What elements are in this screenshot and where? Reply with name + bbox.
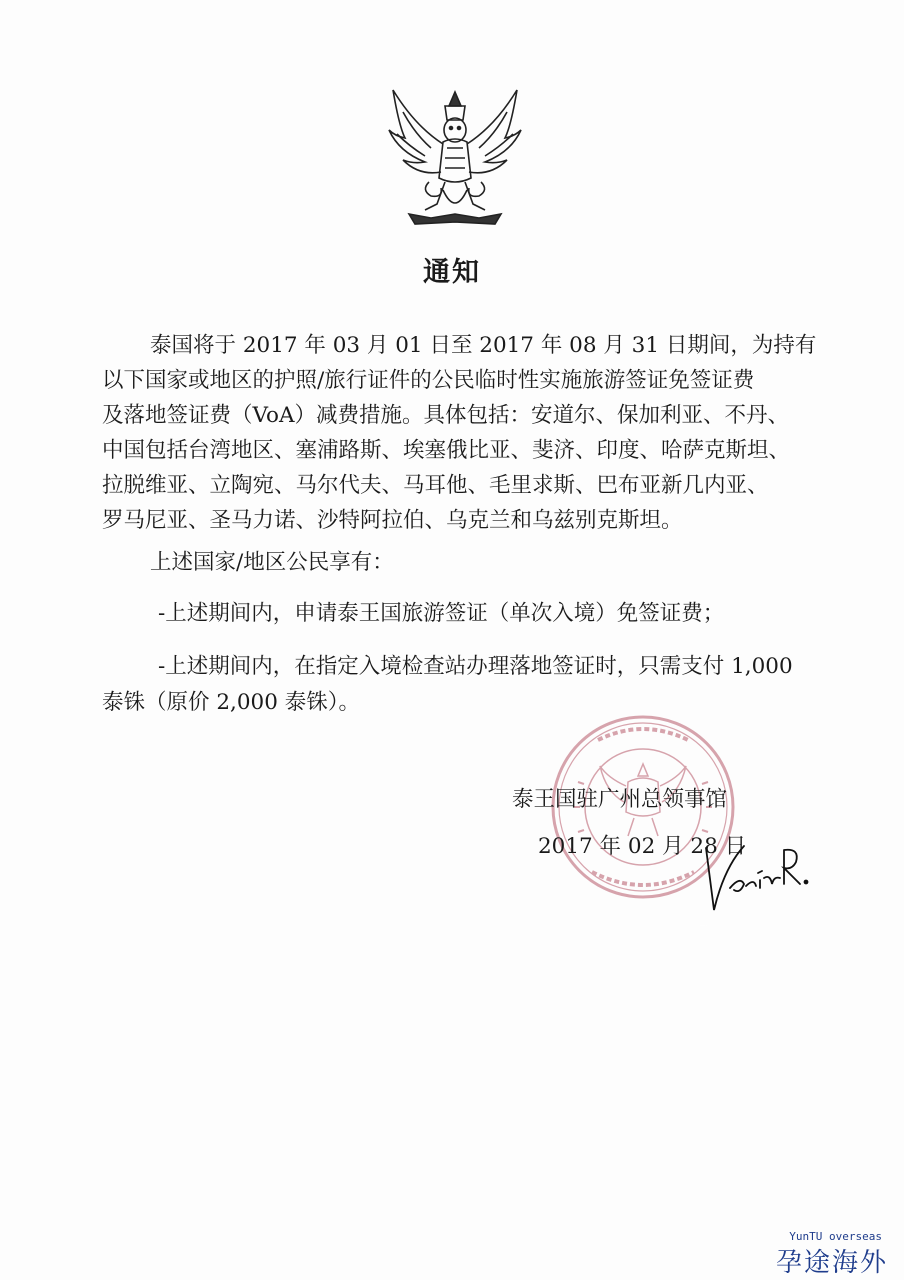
issue-date: 2017 年 02 月 28 日 [538, 834, 747, 859]
item-2: -上述期间内，在指定入境检查站办理落地签证时，只需支付 1,000 [158, 654, 793, 679]
signature [700, 828, 820, 928]
body-line-6: 罗马尼亚、圣马力诺、沙特阿拉伯、乌克兰和乌兹别克斯坦。 [102, 508, 683, 533]
intro-line: 上述国家/地区公民享有： [150, 550, 394, 575]
body-line-3: 及落地签证费（VoA）减费措施。具体包括：安道尔、保加利亚、不丹、 [102, 403, 790, 428]
watermark-chinese: 孕途海外 [775, 1248, 888, 1278]
garuda-emblem-icon [385, 86, 525, 228]
body-line-2: 以下国家或地区的护照/旅行证件的公民临时性实施旅游签证免签证费 [102, 368, 755, 393]
watermark-english: YunTU overseas [789, 1230, 882, 1243]
notice-title: 通知 [423, 257, 481, 288]
item-2-continued: 泰铢（原价 2,000 泰铢）。 [102, 690, 360, 715]
item-1: -上述期间内，申请泰王国旅游签证（单次入境）免签证费； [158, 601, 725, 626]
issuer-name: 泰王国驻广州总领事馆 [512, 787, 728, 812]
body-line-5: 拉脱维亚、立陶宛、马尔代夫、马耳他、毛里求斯、巴布亚新几内亚、 [102, 473, 769, 498]
body-line-4: 中国包括台湾地区、塞浦路斯、埃塞俄比亚、斐济、印度、哈萨克斯坦、 [102, 438, 791, 463]
signature-text: Vasin R. [700, 925, 709, 927]
body-line-1: 泰国将于 2017 年 03 月 01 日至 2017 年 08 月 31 日期间，为持有 [150, 333, 817, 358]
